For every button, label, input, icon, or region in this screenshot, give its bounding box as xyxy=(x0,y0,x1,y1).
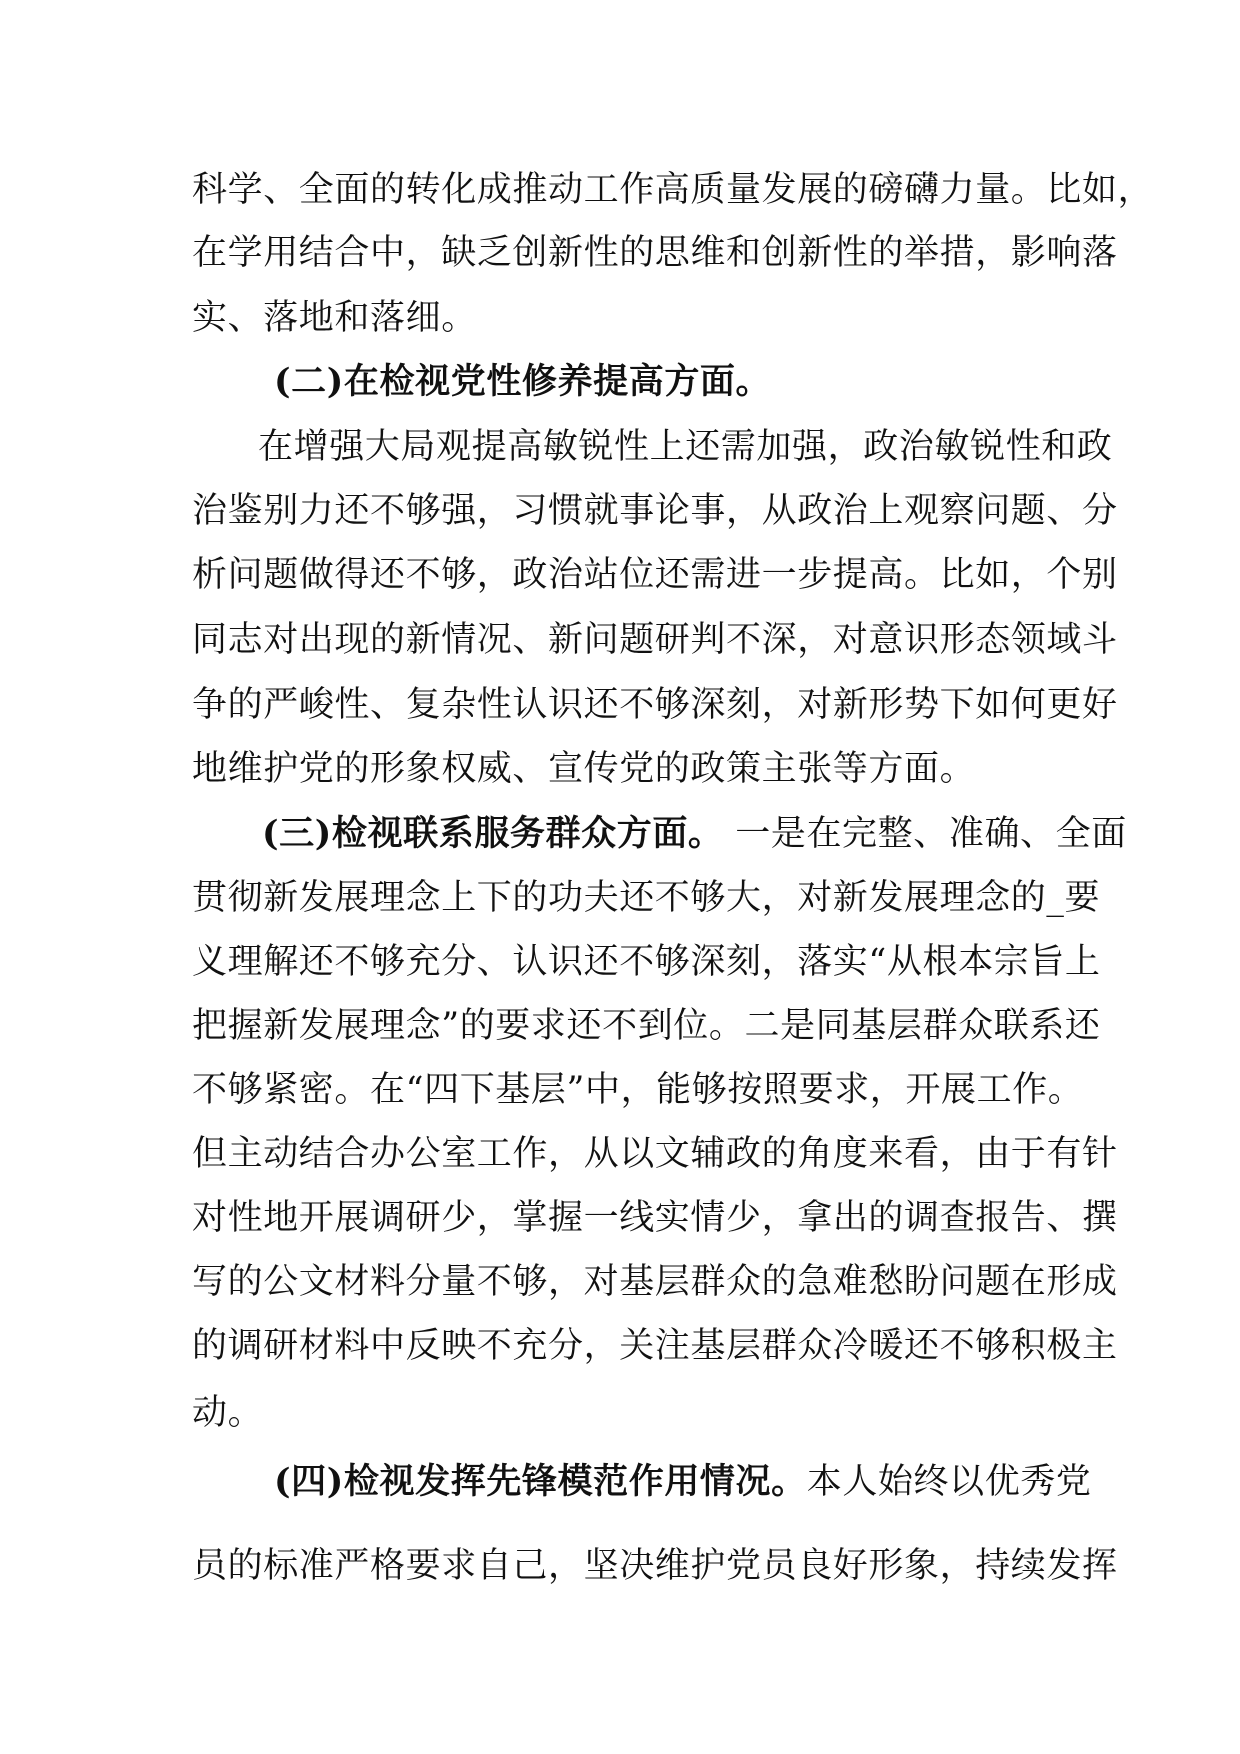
paragraph-4-line-1 xyxy=(274,1460,1092,1504)
paragraph-1-line-2: 在学用结合中，缺乏创新性的思维和创新性的举措，影响落 xyxy=(192,233,1118,273)
paragraph-4-line-2: 员的标准严格要求自己，坚决维护党员良好形象，持续发挥 xyxy=(192,1546,1118,1586)
paragraph-2-line-5: 争的严峻性、复杂性认识还不够深刻，对新形势下如何更好 xyxy=(192,685,1118,725)
paragraph-3-line-9: 的调研材料中反映不充分，关注基层群众冷暖还不够积极主 xyxy=(192,1326,1118,1366)
paragraph-3-line-7: 对性地开展调研少，掌握一线实情少，拿出的调查报告、撰 xyxy=(192,1198,1118,1238)
paragraph-2-line-6: 地维护党的形象权威、宣传党的政策主张等方面。 xyxy=(192,749,976,789)
paragraph-2-line-4: 同志对出现的新情况、新问题研判不深，对意识形态领域斗 xyxy=(192,620,1118,660)
paragraph-3-line-4: 把握新发展理念”的要求还不到位。二是同基层群众联系还 xyxy=(192,1006,1101,1046)
paragraph-2-line-3: 析问题做得还不够，政治站位还需进一步提高。比如，个别 xyxy=(192,555,1118,595)
paragraph-1-line-1: 科学、全面的转化成推动工作高质量发展的磅礴力量。比如， xyxy=(192,170,1154,210)
paragraph-3-line-1 xyxy=(262,812,1127,856)
paragraph-3-line-2: 贯彻新发展理念上下的功夫还不够大，对新发展理念的_要 xyxy=(192,878,1101,918)
paragraph-3-line-8: 写的公文材料分量不够，对基层群众的急难愁盼问题在形成 xyxy=(192,1262,1118,1302)
paragraph-2-line-2: 治鉴别力还不够强，习惯就事论事，从政治上观察问题、分 xyxy=(192,491,1118,531)
paragraph-3-line-10: 动。 xyxy=(192,1393,264,1433)
section-heading-2: (二)在检视党性修养提高方面。 xyxy=(274,361,772,402)
paragraph-1-line-3: 实、落地和落细。 xyxy=(192,298,477,338)
paragraph-3-first-line-text: 一是在完整、准确、全面 xyxy=(723,814,1127,854)
paragraph-3-line-5: 不够紧密。在“四下基层”中，能够按照要求，开展工作。 xyxy=(192,1070,1084,1110)
paragraph-4-first-line-text: 本人始终以优秀党 xyxy=(806,1462,1092,1502)
section-heading-3: (三)检视联系服务群众方面。 xyxy=(262,813,724,854)
paragraph-2-line-1: 在增强大局观提高敏锐性上还需加强，政治敏锐性和政 xyxy=(258,427,1113,467)
section-heading-4: (四)检视发挥先锋模范作用情况。 xyxy=(274,1461,807,1502)
paragraph-3-line-6: 但主动结合办公室工作，从以文辅政的角度来看，由于有针 xyxy=(192,1134,1118,1174)
paragraph-3-line-3: 义理解还不够充分、认识还不够深刻，落实“从根本宗旨上 xyxy=(192,942,1101,982)
